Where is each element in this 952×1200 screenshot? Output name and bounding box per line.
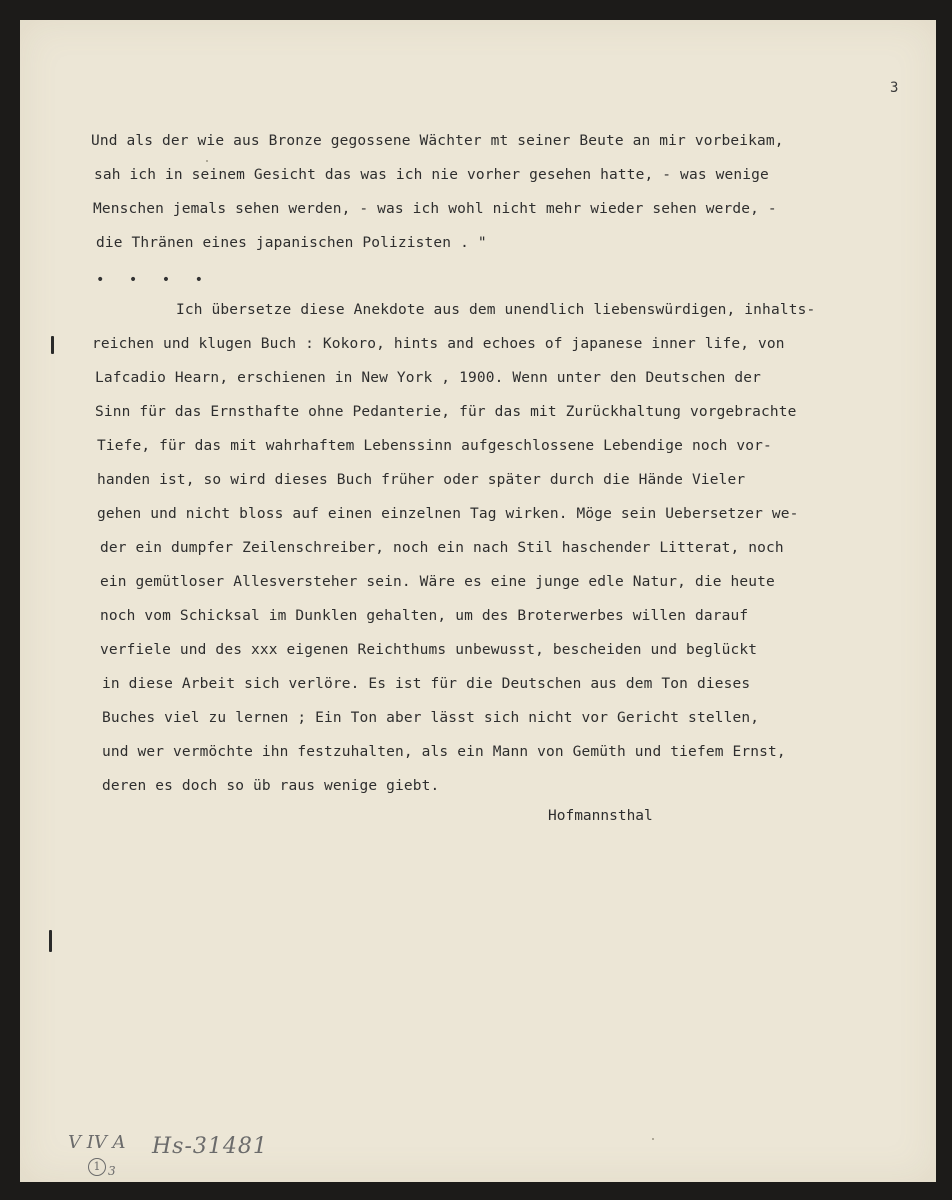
text-line: Sinn für das Ernsthafte ohne Pedanterie, für das mit Zurückhaltung vorgebrachte — [95, 404, 797, 420]
archive-shelfmark — [68, 1132, 126, 1178]
text-line: gehen und nicht bloss auf einen einzelnen Tag wirken. Möge sein Uebersetzer we- — [97, 506, 799, 522]
text-line: Tiefe, für das mit wahrhaftem Lebenssinn aufgeschlossene Lebendige noch vor- — [97, 438, 772, 454]
text-line: Menschen jemals sehen werden, - was ich wohl nicht mehr wieder sehen werde, - — [93, 201, 777, 217]
text-line: Lafcadio Hearn, erschienen in New York , 1900. Wenn unter den Deutschen der — [95, 370, 761, 386]
text-line: verfiele und des xxx eigenen Reichthums unbewusst, bescheiden und beglückt — [100, 642, 758, 658]
shelfmark-circled-number: 1 — [88, 1158, 106, 1176]
text-line: die Thränen eines japanischen Polizisten . " — [96, 235, 487, 251]
document-page — [20, 20, 936, 1182]
paper-speck — [652, 1138, 654, 1140]
text-line: Und als der wie aus Bronze gegossene Wächter mt seiner Beute an mir vorbeikam, — [91, 133, 784, 149]
archive-hs-number: Hs-31481 — [152, 1134, 268, 1159]
text-line: sah ich in seinem Gesicht das was ich nie vorher gesehen hatte, - was wenige — [94, 167, 769, 183]
shelfmark-roman: V IV A — [68, 1132, 126, 1153]
margin-mark — [49, 930, 52, 952]
author-signature: Hofmannsthal — [548, 808, 653, 824]
text-line: in diese Arbeit sich verlöre. Es ist für die Deutschen aus dem Ton dieses — [102, 676, 751, 692]
text-line: und wer vermöchte ihn festzuhalten, als ein Mann von Gemüth und tiefem Ernst, — [102, 744, 786, 760]
margin-mark — [51, 336, 54, 354]
text-line: deren es doch so üb raus wenige giebt. — [102, 778, 440, 794]
text-line: noch vom Schicksal im Dunklen gehalten, um des Broterwerbes willen darauf — [100, 608, 749, 624]
paper-speck — [206, 160, 208, 162]
text-line: ein gemütloser Allesversteher sein. Wäre es eine junge edle Natur, die heute — [100, 574, 775, 590]
section-separator: • • • • — [96, 272, 212, 288]
text-line: Ich übersetze diese Anekdote aus dem unendlich liebenswürdigen, inhalts- — [176, 302, 816, 318]
text-line: der ein dumpfer Zeilenschreiber, noch ein nach Stil haschender Litterat, noch — [100, 540, 784, 556]
text-line: Buches viel zu lernen ; Ein Ton aber lässt sich nicht vor Gericht stellen, — [102, 710, 760, 726]
shelfmark-subscript: 3 — [108, 1164, 116, 1178]
text-line: reichen und klugen Buch : Kokoro, hints and echoes of japanese inner life, von — [92, 336, 785, 352]
text-line: handen ist, so wird dieses Buch früher oder später durch die Hände Vieler — [97, 472, 746, 488]
page-number: 3 — [890, 80, 899, 96]
